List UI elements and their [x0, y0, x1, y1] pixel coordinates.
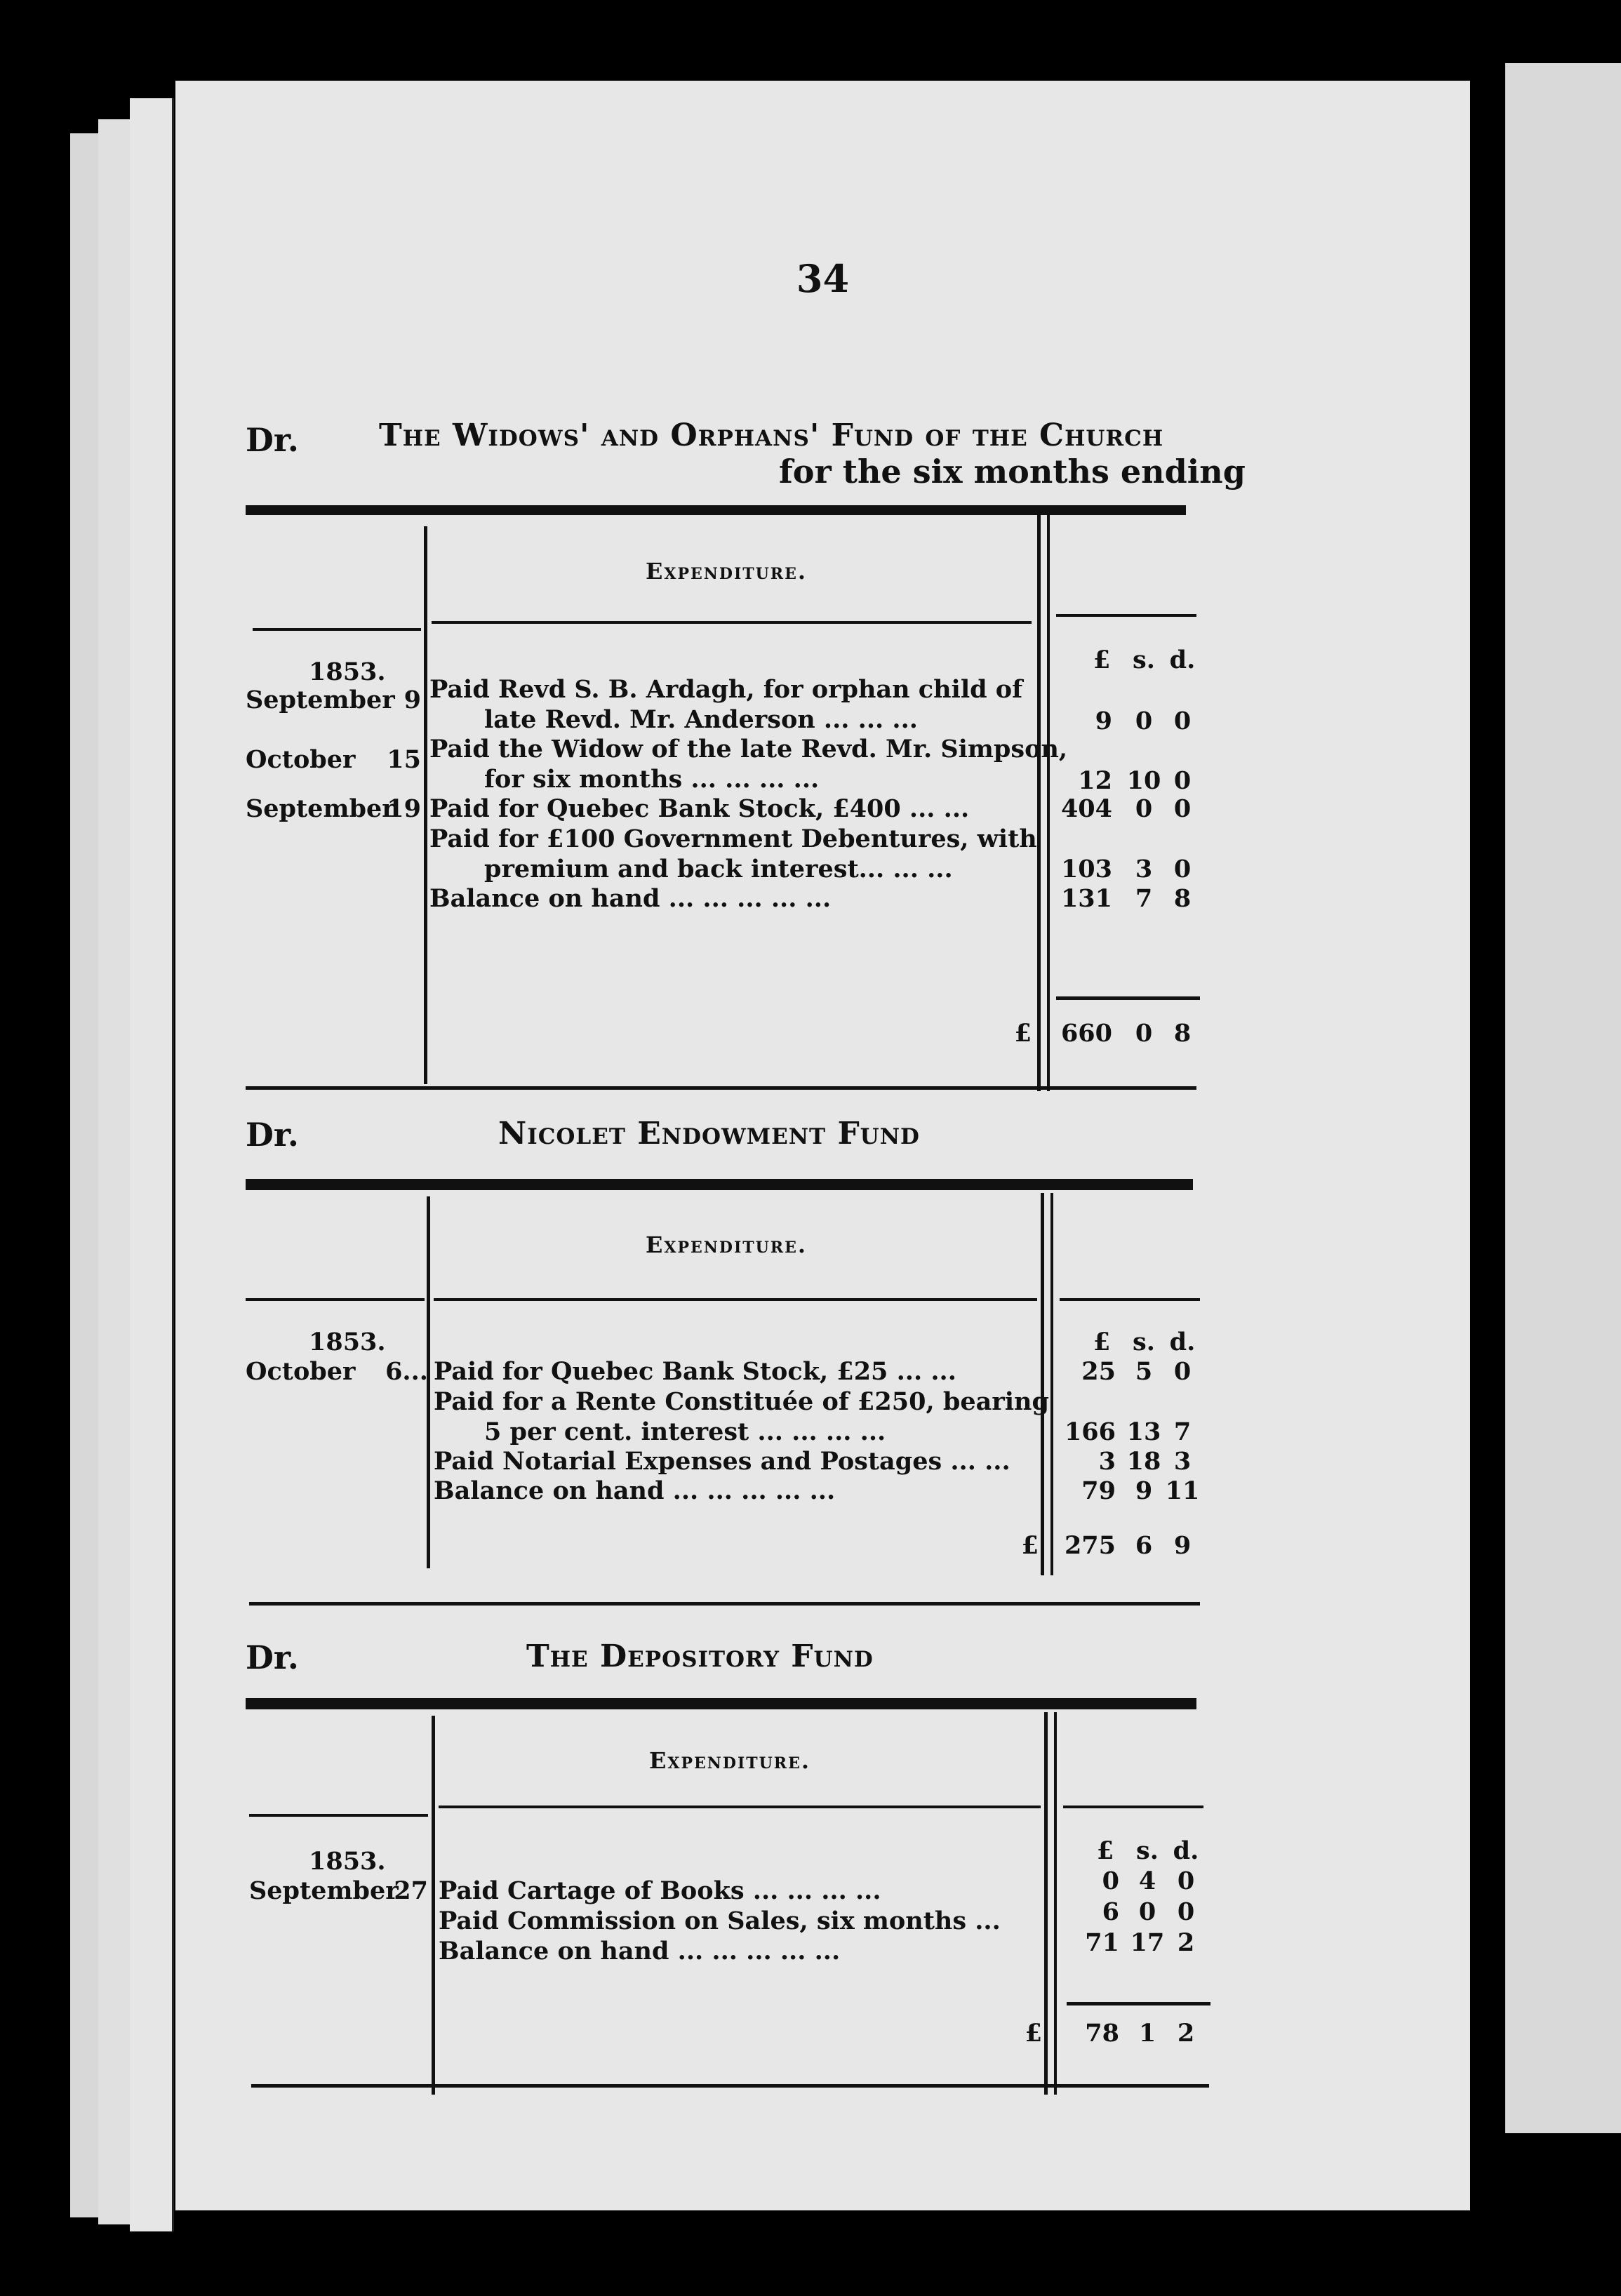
amount-pounds: 12: [1078, 766, 1112, 795]
total-pence: 2: [1177, 2019, 1195, 2048]
amount-shillings: 17: [1130, 1928, 1165, 1957]
section-title: The Depository Fund: [526, 1638, 874, 1674]
page-edge: [130, 98, 174, 2231]
column-divider: [1054, 1712, 1057, 2095]
section-title: Nicolet Endowment Fund: [498, 1116, 920, 1152]
column-divider: [1047, 512, 1050, 1091]
entry-description: Paid Notarial Expenses and Postages ... ...: [434, 1447, 1010, 1476]
entry-description: Paid for Quebec Bank Stock, £25 ... ...: [434, 1357, 956, 1386]
expenditure-heading: Expenditure.: [649, 1747, 810, 1774]
row-rule: [1056, 614, 1196, 617]
entry-description: Paid the Widow of the late Revd. Mr. Simpson,: [429, 735, 1068, 763]
debit-label: Dr.: [246, 421, 299, 459]
column-divider: [1050, 1193, 1053, 1575]
amount-pence: 7: [1173, 1417, 1192, 1446]
amount-shillings: 4: [1138, 1867, 1156, 1895]
entry-day: 15: [387, 745, 421, 774]
entry-description: premium and back interest... ... ...: [484, 855, 953, 883]
facing-page-edge: [1505, 63, 1621, 2133]
row-rule: [1063, 1806, 1203, 1808]
total-shillings: 0: [1135, 1019, 1153, 1048]
amount-pence: 0: [1173, 766, 1192, 795]
amount-shillings: 9: [1135, 1476, 1153, 1505]
amount-pence: 8: [1173, 884, 1192, 913]
entry-description: late Revd. Mr. Anderson ... ... ...: [484, 705, 918, 734]
column-divider: [424, 526, 427, 1084]
pounds-header: £: [1093, 646, 1111, 674]
entry-description: Paid Cartage of Books ... ... ... ...: [439, 1876, 881, 1905]
amount-pence: 3: [1173, 1447, 1192, 1476]
total-pence: 9: [1173, 1531, 1192, 1560]
amount-pounds: 6: [1102, 1897, 1119, 1926]
pounds-header: £: [1093, 1328, 1111, 1356]
section-title: The Widows' and Orphans' Fund of the Church: [379, 418, 1164, 453]
row-rule: [249, 1814, 428, 1817]
total-rule: [1056, 996, 1200, 1000]
amount-pounds: 404: [1060, 794, 1112, 823]
total-pounds: 275: [1064, 1531, 1116, 1560]
pence-header: d.: [1173, 1836, 1199, 1865]
row-rule: [1060, 1298, 1200, 1301]
entry-description: Paid Revd S. B. Ardagh, for orphan child of: [429, 675, 1023, 704]
total-pence: 8: [1173, 1019, 1192, 1048]
amount-pounds: 0: [1102, 1867, 1119, 1895]
amount-pence: 0: [1177, 1897, 1195, 1926]
amount-pounds: 79: [1081, 1476, 1116, 1505]
pounds-header: £: [1096, 1836, 1114, 1865]
entry-day: 27: [394, 1876, 428, 1905]
year-label: 1853.: [309, 658, 386, 686]
debit-label: Dr.: [246, 1116, 299, 1154]
entry-month: October: [246, 1357, 356, 1386]
amount-shillings: 18: [1126, 1447, 1161, 1476]
entry-description: Paid for £100 Government Debentures, with: [429, 825, 1037, 853]
entry-month: September: [246, 686, 395, 714]
row-rule: [439, 1806, 1041, 1808]
entry-month: October: [246, 745, 356, 774]
row-rule: [253, 628, 421, 631]
page-number: 34: [796, 256, 850, 301]
entry-description: Balance on hand ... ... ... ... ...: [434, 1476, 836, 1505]
total-shillings: 1: [1138, 2019, 1156, 2048]
header-rule: [246, 1179, 1193, 1190]
entry-description: Paid for Quebec Bank Stock, £400 ... ...: [429, 794, 970, 823]
debit-label: Dr.: [246, 1638, 299, 1676]
header-rule: [246, 1698, 1196, 1709]
nicolet-endowment-fund-section: [246, 1105, 1249, 1624]
total-shillings: 6: [1135, 1531, 1153, 1560]
header-rule: [246, 505, 1186, 515]
pence-header: d.: [1169, 646, 1196, 674]
amount-shillings: 0: [1138, 1897, 1156, 1926]
amount-pounds: 9: [1095, 707, 1112, 735]
amount-shillings: 0: [1135, 707, 1153, 735]
entry-day: 9: [403, 686, 421, 714]
section-end-rule: [249, 1602, 1200, 1606]
shillings-header: s.: [1136, 1836, 1159, 1865]
total-currency-symbol: £: [1025, 2019, 1042, 2048]
amount-shillings: 5: [1135, 1357, 1153, 1386]
section-end-rule: [251, 2084, 1209, 2088]
row-rule: [434, 1298, 1037, 1301]
entry-description: Paid for a Rente Constituée of £250, bearing: [434, 1387, 1049, 1416]
section-subtitle: for the six months ending: [779, 453, 1246, 490]
amount-shillings: 10: [1126, 766, 1161, 795]
amount-pounds: 131: [1060, 884, 1112, 913]
total-pounds: 78: [1085, 2019, 1119, 2048]
amount-shillings: 3: [1135, 855, 1153, 883]
entry-description: Balance on hand ... ... ... ... ...: [429, 884, 832, 913]
expenditure-heading: Expenditure.: [646, 1232, 807, 1258]
ledger-page: [175, 81, 1470, 2210]
pence-header: d.: [1169, 1328, 1196, 1356]
entry-description: Paid Commission on Sales, six months ...: [439, 1907, 1001, 1935]
entry-day: 6...: [385, 1357, 428, 1386]
total-currency-symbol: £: [1014, 1019, 1032, 1048]
year-label: 1853.: [309, 1328, 386, 1356]
amount-shillings: 13: [1126, 1417, 1161, 1446]
amount-pence: 0: [1173, 1357, 1192, 1386]
amount-pence: 0: [1177, 1867, 1195, 1895]
amount-pence: 2: [1177, 1928, 1195, 1957]
entry-description: for six months ... ... ... ...: [484, 765, 820, 794]
entry-month: September: [249, 1876, 399, 1905]
expenditure-heading: Expenditure.: [646, 558, 807, 585]
column-divider: [1044, 1712, 1048, 2095]
total-currency-symbol: £: [1021, 1531, 1039, 1560]
entry-month: September: [246, 794, 395, 823]
total-rule: [1067, 2002, 1210, 2005]
amount-pence: 0: [1173, 707, 1192, 735]
year-label: 1853.: [309, 1847, 386, 1876]
amount-pounds: 3: [1098, 1447, 1116, 1476]
amount-pounds: 71: [1085, 1928, 1119, 1957]
amount-shillings: 0: [1135, 794, 1153, 823]
amount-shillings: 7: [1135, 884, 1153, 913]
amount-pence: 11: [1165, 1476, 1200, 1505]
column-divider: [1037, 512, 1041, 1091]
section-end-rule: [246, 1086, 1196, 1090]
entry-description: Balance on hand ... ... ... ... ...: [439, 1937, 841, 1965]
column-divider: [1041, 1193, 1044, 1575]
row-rule: [432, 621, 1032, 624]
widows-orphans-fund-section: [246, 333, 1249, 1105]
amount-pence: 0: [1173, 794, 1192, 823]
amount-pounds: 25: [1081, 1357, 1116, 1386]
amount-pounds: 103: [1060, 855, 1112, 883]
amount-pence: 0: [1173, 855, 1192, 883]
shillings-header: s.: [1133, 646, 1155, 674]
entry-description: 5 per cent. interest ... ... ... ...: [484, 1417, 886, 1446]
shillings-header: s.: [1133, 1328, 1155, 1356]
column-divider: [432, 1716, 435, 2095]
row-rule: [246, 1298, 425, 1301]
entry-day: 19: [387, 794, 421, 823]
amount-pounds: 166: [1064, 1417, 1116, 1446]
depository-fund-section: [246, 1624, 1249, 2144]
total-pounds: 660: [1060, 1019, 1112, 1048]
